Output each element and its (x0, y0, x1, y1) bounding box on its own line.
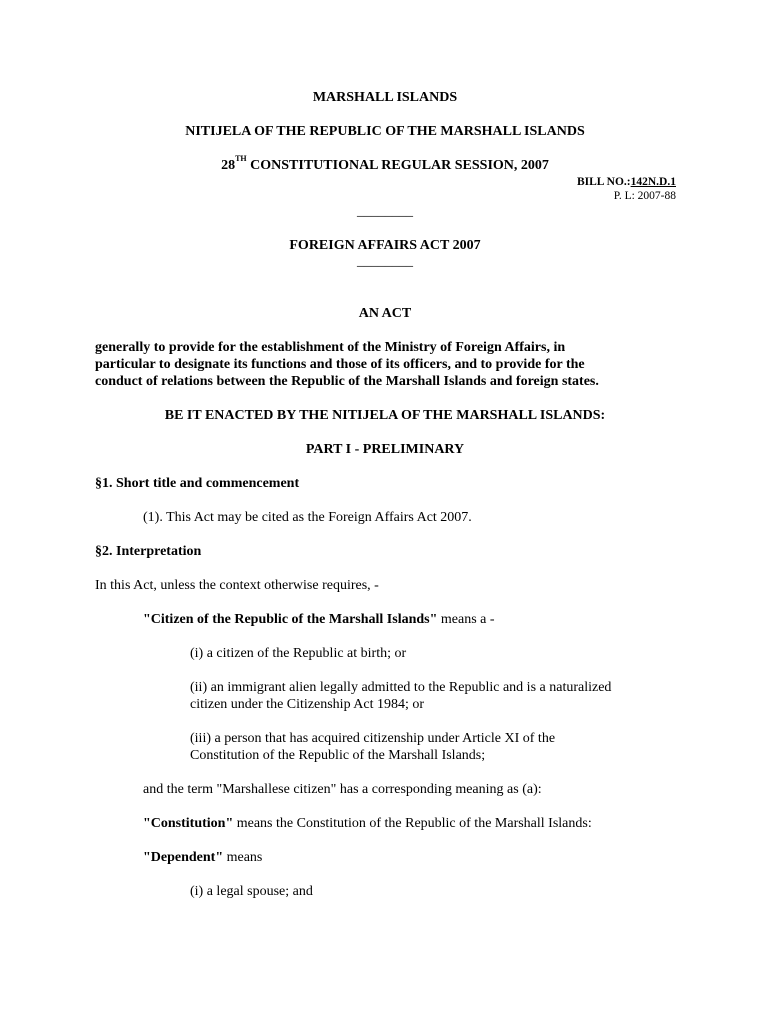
session-heading (95, 154, 675, 174)
country-heading: MARSHALL ISLANDS (312, 90, 458, 105)
session-ordinal-suffix: TH (235, 154, 247, 163)
section-1-text: (1). This Act may be cited as the Foreign Affairs Act 2007. (143, 510, 472, 525)
citizen-item-ii-line-2: citizen under the Citizenship Act 1984; or (190, 697, 425, 712)
section-2-intro: In this Act, unless the context otherwise requires, - (95, 578, 379, 593)
section-1-heading: §1. Short title and commencement (95, 476, 300, 491)
purpose-line-2: particular to designate its functions and those of its officers, and to provide for the (95, 357, 585, 372)
public-law-number: P. L: 2007-88 (613, 190, 676, 202)
definition-constitution (143, 815, 592, 832)
definition-citizen-text: means a - (437, 612, 495, 627)
citizen-item-i: (i) a citizen of the Republic at birth; or (190, 646, 407, 661)
definition-constitution-text: means the Constitution of the Republic of the Marshall Islands: (233, 816, 592, 831)
bill-number: 142N.D.1 (630, 176, 676, 188)
divider-top: ________ (357, 204, 413, 219)
enacting-clause: BE IT ENACTED BY THE NITIJELA OF THE MARSHALL ISLANDS: (164, 408, 606, 423)
bill-number-line (577, 175, 676, 189)
purpose-line-1: generally to provide for the establishment of the Ministry of Foreign Affairs, in (95, 340, 566, 355)
citizen-item-iii-line-2: Constitution of the Republic of the Marshall Islands; (190, 748, 486, 763)
marshallese-citizen-note: and the term "Marshallese citizen" has a corresponding meaning as (a): (143, 782, 542, 797)
definition-dependent-text: means (223, 850, 263, 865)
divider-bottom: ________ (357, 254, 413, 269)
purpose-line-3: conduct of relations between the Republic of the Marshall Islands and foreign states. (95, 374, 599, 389)
an-act-heading: AN ACT (358, 306, 412, 321)
term-citizen: "Citizen of the Republic of the Marshall Islands" (143, 612, 438, 627)
act-title: FOREIGN AFFAIRS ACT 2007 (289, 238, 481, 253)
session-ordinal: 28 (221, 158, 236, 173)
session-title: CONSTITUTIONAL REGULAR SESSION, 2007 (246, 158, 549, 173)
section-2-heading: §2. Interpretation (95, 544, 202, 559)
dependent-item-i: (i) a legal spouse; and (190, 884, 313, 899)
definition-dependent (143, 849, 262, 866)
bill-label: BILL NO.: (576, 176, 631, 188)
citizen-item-ii-line-1: (ii) an immigrant alien legally admitted to the Republic and is a naturalized (190, 680, 612, 695)
part-heading: PART I - PRELIMINARY (305, 442, 465, 457)
legislature-heading: NITIJELA OF THE REPUBLIC OF THE MARSHALL ISLANDS (185, 124, 585, 139)
definition-citizen (143, 611, 495, 628)
citizen-item-iii-line-1: (iii) a person that has acquired citizenship under Article XI of the (190, 731, 556, 746)
term-constitution: "Constitution" (143, 816, 234, 831)
term-dependent: "Dependent" (143, 850, 224, 865)
